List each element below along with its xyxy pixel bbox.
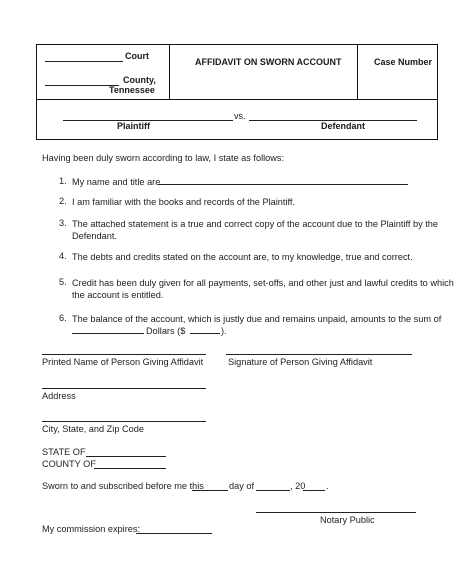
address-label: Address	[42, 391, 76, 401]
case-number-label: Case Number	[374, 57, 433, 67]
item-text: The balance of the account, which is justly due and remains unpaid, amounts to the sum of	[72, 314, 442, 324]
header-divider-horizontal	[37, 99, 437, 100]
court-label: Court	[125, 51, 149, 61]
sworn-text: Sworn to and subscribed before me this	[42, 481, 204, 491]
item-number: 3.	[59, 218, 67, 228]
year-end: .	[326, 481, 329, 491]
item-number: 6.	[59, 313, 67, 323]
item-text: Credit has been duly given for all payments, set-offs, and other just and lawful credits to which	[72, 278, 454, 288]
printed-name-label: Printed Name of Person Giving Affidavit	[42, 357, 204, 367]
item-text: The attached statement is a true and correct copy of the account due to the Plaintiff by the	[72, 219, 439, 229]
item-number: 2.	[59, 196, 67, 206]
dollars-label: Dollars ($	[146, 326, 186, 336]
county-label: County,	[123, 75, 156, 85]
amount-words-blank[interactable]	[72, 333, 144, 334]
state-of-blank[interactable]	[86, 456, 166, 457]
notary-signature-line[interactable]	[256, 512, 416, 513]
case-header-box	[36, 44, 438, 140]
item-text: I am familiar with the books and records of the Plaintiff.	[72, 197, 295, 207]
signature-label: Signature of Person Giving Affidavit	[228, 357, 373, 367]
county-of-blank[interactable]	[94, 468, 166, 469]
vs-label: vs.	[234, 111, 246, 121]
item-number: 4.	[59, 251, 67, 261]
year-blank[interactable]	[303, 490, 325, 491]
day-of-label: day of	[229, 481, 255, 491]
item-text-continued: Defendant.	[72, 231, 117, 241]
printed-name-line[interactable]	[42, 354, 206, 355]
address-line[interactable]	[42, 388, 206, 389]
state-of-label: STATE OF	[42, 447, 86, 457]
header-divider-right	[357, 45, 358, 99]
header-divider-left	[169, 45, 170, 99]
city-state-zip-line[interactable]	[42, 421, 206, 422]
day-blank[interactable]	[192, 490, 228, 491]
court-blank[interactable]	[45, 61, 123, 62]
county-of-label: COUNTY OF	[42, 459, 96, 469]
notary-label: Notary Public	[320, 515, 375, 525]
item-number: 1.	[59, 176, 67, 186]
county-blank[interactable]	[45, 85, 119, 86]
signature-line[interactable]	[226, 354, 412, 355]
item-number: 5.	[59, 277, 67, 287]
document-title: AFFIDAVIT ON SWORN ACCOUNT	[195, 57, 342, 67]
commission-blank[interactable]	[136, 533, 212, 534]
item-text: My name and title are	[72, 177, 161, 187]
commission-label: My commission expires:	[42, 524, 141, 534]
intro-text: Having been duly sworn according to law, I state as follows:	[42, 153, 285, 163]
amount-figures-blank[interactable]	[190, 333, 220, 334]
city-state-zip-label: City, State, and Zip Code	[42, 424, 144, 434]
dollars-close: ).	[221, 326, 227, 336]
year-prefix: , 20	[290, 481, 306, 491]
month-blank[interactable]	[256, 490, 290, 491]
plaintiff-label: Plaintiff	[117, 121, 150, 131]
item-text-continued: the account is entitled.	[72, 290, 164, 300]
name-title-blank[interactable]	[158, 184, 408, 185]
item-text: The debts and credits stated on the account are, to my knowledge, true and correct.	[72, 252, 413, 262]
state-label: Tennessee	[109, 85, 155, 95]
defendant-label: Defendant	[321, 121, 366, 131]
